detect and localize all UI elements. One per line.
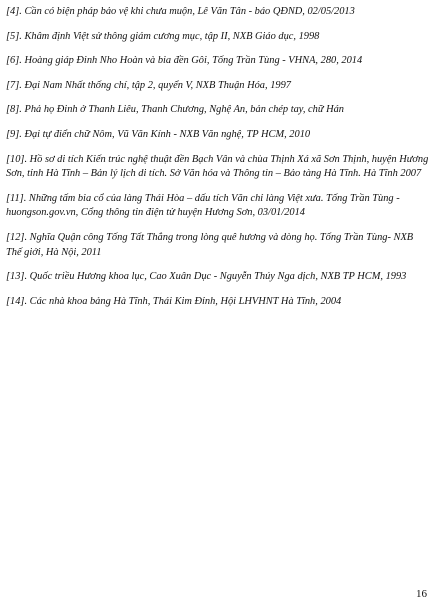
reference-item-8: [8]. Phả họ Đinh ở Thanh Liêu, Thanh Chương, Nghệ An, bản chép tay, chữ Hán [6, 104, 344, 116]
reference-item-13: [13]. Quốc triều Hương khoa lục, Cao Xuân Dục - Nguyễn Thúy Nga dịch, NXB TP HCM, 1993 [6, 271, 407, 283]
reference-item-7: [7]. Đại Nam Nhất thống chí, tập 2, quyển V, NXB Thuận Hóa, 1997 [6, 79, 291, 91]
reference-item-14: [14]. Các nhà khoa bảng Hà Tĩnh, Thái Kim Đỉnh, Hội LHVHNT Hà Tĩnh, 2004 [6, 295, 342, 307]
reference-item-5: [5]. Khâm định Việt sử thông giám cương mục, tập II, NXB Giáo dục, 1998 [6, 30, 320, 42]
reference-item-11: [11]. Những tấm bia cổ của làng Thái Hòa – dấu tích Văn chỉ làng Việt xưa. Tống Trần Tùng - huongson.gov.vn, Cổng thông tin điện tử huyện Hương Sơn, 03/01/2014 [6, 192, 400, 219]
reference-list [6, 5, 430, 319]
reference-item-10: [10]. Hồ sơ di tích Kiến trúc nghệ thuật đền Bạch Vân và chùa Thịnh Xá xã Sơn Thịnh, huyện Hương Sơn, tỉnh Hà Tĩnh – Bản lý lịch di tích. Sở Văn hóa và Thông tin – Bảo tàng Hà Tĩnh. Hà Tĩnh 2007 [6, 153, 429, 180]
reference-item-6: [6]. Hoàng giáp Đinh Nho Hoàn và bia đền Gôi, Tống Trần Tùng - VHNA, 280, 2014 [6, 55, 363, 67]
page-number: 16 [416, 588, 427, 600]
reference-item-4: [4]. Cần có biện pháp bảo vệ khi chưa muộn, Lê Văn Tân - báo QĐND, 02/05/2013 [6, 6, 355, 17]
reference-item-9: [9]. Đại tự điển chữ Nôm, Vũ Văn Kính - NXB Văn nghệ, TP HCM, 2010 [6, 128, 311, 140]
reference-item-12: [12]. Nghĩa Quận công Tống Tất Thắng trong lòng quê hương và dòng họ. Tống Trần Tùng- NXB Thế giới, Hà Nội, 2011 [6, 231, 414, 258]
